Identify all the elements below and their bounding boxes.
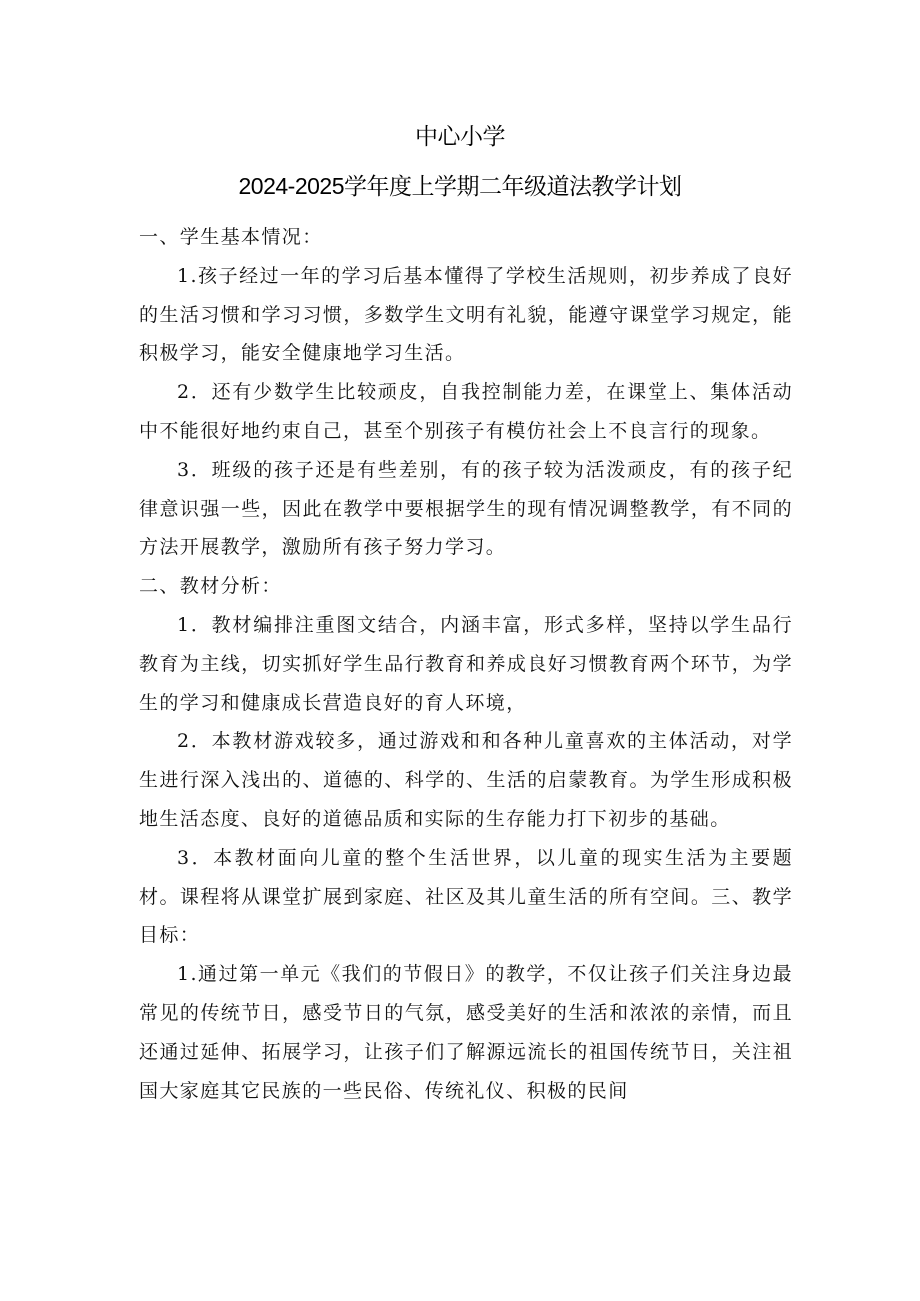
document-title: 2024-2025学年度上学期二年级道法教学计划: [238, 173, 682, 199]
section-heading-student-situation: 一、学生基本情况：: [139, 226, 323, 248]
paragraph: 1.通过第一单元《我们的节假日》的教学，不仅让孩子们关注身边最常见的传统节日，感受节日的气氛，感受美好的生活和浓浓的亲情，而且还通过延伸、拓展学习，让孩子们了解源远流长的祖国传统节日，关注祖国大家庭其它民族的一些民俗、传统礼仪、积极的民间: [139, 963, 793, 1102]
paragraph: 3．班级的孩子还是有些差别，有的孩子较为活泼顽皮，有的孩子纪律意识强一些，因此在教学中要根据学生的现有情况调整教学，有不同的方法开展教学，激励所有孩子努力学习。: [139, 458, 793, 559]
paragraph: 2．本教材游戏较多，通过游戏和和各种儿童喜欢的主体活动，对学生进行深入浅出的、道德的、科学的、生活的启蒙教育。为学生形成积极地生活态度、良好的道德品质和实际的生存能力打下初步的基础。: [139, 730, 793, 830]
paragraph: 1．教材编排注重图文结合，内涵丰富，形式多样，坚持以学生品行教育为主线，切实抓好学生品行教育和养成良好习惯教育两个环节，为学生的学习和健康成长营造良好的育人环境，: [139, 613, 793, 714]
document-body: [139, 218, 793, 1110]
section-heading-textbook-analysis: 二、教材分析：: [139, 575, 282, 598]
paragraph: 3．本教材面向儿童的整个生活世界，以儿童的现实生活为主要题材。课程将从课堂扩展到家庭、社区及其儿童生活的所有空间。三、教学目标：: [139, 846, 793, 947]
school-name: 中心小学: [415, 123, 505, 149]
paragraph: 1.孩子经过一年的学习后基本懂得了学校生活规则，初步养成了良好的生活习惯和学习习惯，多数学生文明有礼貌，能遵守课堂学习规定，能积极学习，能安全健康地学习生活。: [139, 264, 793, 365]
paragraph: 2．还有少数学生比较顽皮，自我控制能力差，在课堂上、集体活动中不能很好地约束自己，甚至个别孩子有模仿社会上不良言行的现象。: [139, 381, 793, 442]
